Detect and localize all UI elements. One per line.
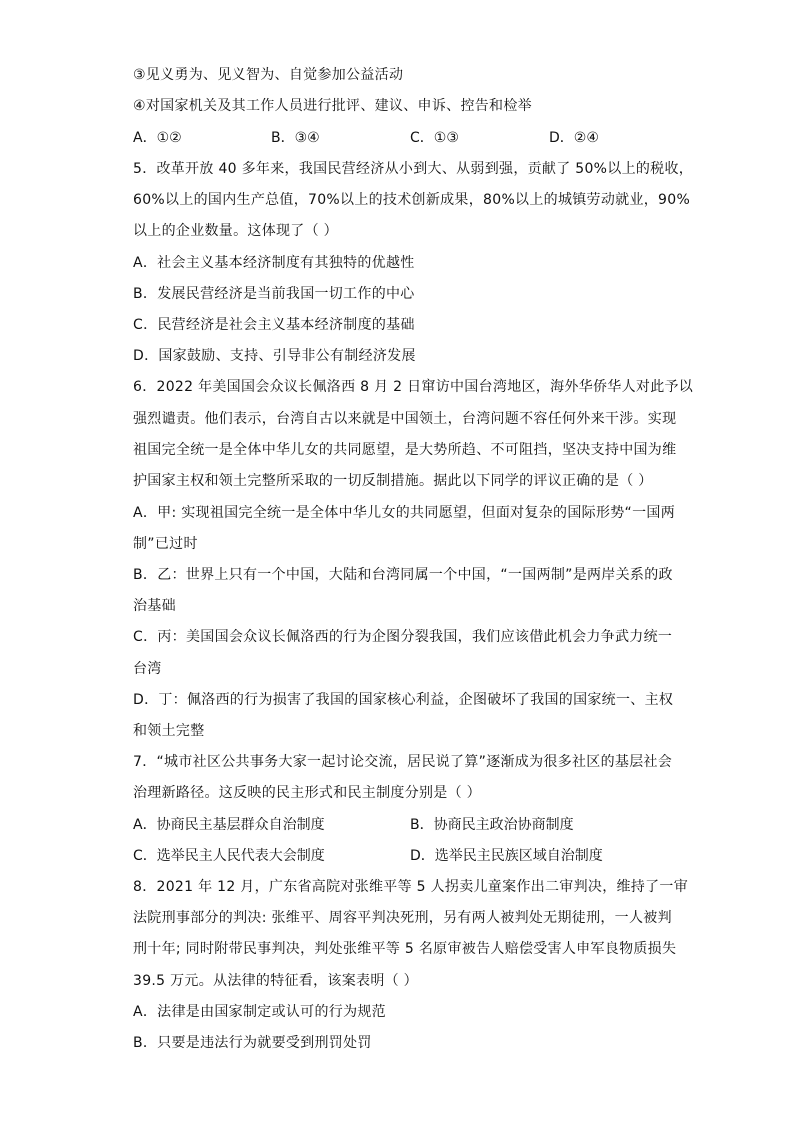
q5-option-d: D．国家鼓励、支持、引导非公有制经济发展 [133,348,416,364]
q6-option-b-cont: 治基础 [133,598,176,614]
q6-option-c: C．丙：美国国会众议长佩洛西的行为企图分裂我国，我们应该借此机会力争武力统一 [133,629,673,645]
q8-option-a: A．法律是由国家制定或认可的行为规范 [133,1004,386,1020]
q5-stem-line: 以上的企业数量。这体现了（ ） [133,223,338,239]
q6-option-a: A．甲: 实现祖国完全统一是全体中华儿女的共同愿望，但面对复杂的国际形势“一国两 [133,505,675,521]
q7-option-d: D．选举民主民族区域自治制度 [410,848,603,864]
q4-item-4: ④对国家机关及其工作人员进行批评、建议、申诉、控告和检举 [133,98,532,114]
q4-option-a: A．①② [133,130,182,146]
q6-stem-line: 护国家主权和领土完整所采取的一切反制措施。据此以下同学的评议正确的是（ ） [133,473,653,489]
q7-stem-line: 7．“城市社区公共事务大家一起讨论交流，居民说了算”逐渐成为很多社区的基层社会 [133,754,673,770]
q4-option-c: C．①③ [410,130,459,146]
q5-option-a: A．社会主义基本经济制度有其独特的优越性 [133,255,415,271]
q8-stem-line: 8．2021 年 12 月，广东省高院对张维平等 5 人拐卖儿童案作出二审判决，维持了一审 [133,879,689,895]
q6-option-d-cont: 和领土完整 [133,723,205,739]
q7-option-c: C．选举民主人民代表大会制度 [133,848,325,864]
q6-stem-line: 强烈谴责。他们表示，台湾自古以来就是中国领土，台湾问题不容任何外来干涉。实现 [133,411,677,427]
q6-stem-line: 6．2022 年美国国会众议长佩洛西 8 月 2 日窜访中国台湾地区，海外华侨华人对此予以 [133,379,694,395]
q4-item-3: ③见义勇为、见义智为、自觉参加公益活动 [133,67,404,83]
q6-option-d: D．丁：佩洛西的行为损害了我国的国家核心利益，企图破坏了我国的国家统一、主权 [133,692,674,708]
q6-stem-line: 祖国完全统一是全体中华儿女的共同愿望，是大势所趋、不可阻挡，坚决支持中国为维 [133,442,677,458]
q7-stem-line: 治理新路径。这反映的民主形式和民主制度分别是（ ） [133,785,481,801]
q6-option-b: B．乙：世界上只有一个中国，大陆和台湾同属一个中国，“一国两制”是两岸关系的政 [133,567,673,583]
q8-stem-line: 39.5 万元。从法律的特征看，该案表明（ ） [133,973,418,989]
q4-option-b: B．③④ [271,130,320,146]
q6-option-a-cont: 制”已过时 [133,536,198,552]
q5-option-c: C．民营经济是社会主义基本经济制度的基础 [133,317,415,333]
q5-stem-line: 5．改革开放 40 多年来，我国民营经济从小到大、从弱到强，贡献了 50%以上的税收， [133,161,694,177]
q8-stem-line: 刑十年; 同时附带民事判决，判处张维平等 5 名原审被告人赔偿受害人申军良物质损失 [133,941,677,957]
q8-option-b: B．只要是违法行为就要受到刑罚处罚 [133,1035,372,1051]
q4-option-d: D．②④ [549,130,599,146]
q5-stem-line: 60%以上的国内生产总值，70%以上的技术创新成果，80%以上的城镇劳动就业，90% [133,192,691,208]
q6-option-c-cont: 台湾 [133,661,162,677]
q7-option-a: A．协商民主基层群众自治制度 [133,817,325,833]
q7-option-b: B．协商民主政治协商制度 [410,817,574,833]
q8-stem-line: 法院刑事部分的判决: 张维平、周容平判决死刑，另有两人被判处无期徒刑，一人被判 [133,910,672,926]
q5-option-b: B．发展民营经济是当前我国一切工作的中心 [133,286,415,302]
